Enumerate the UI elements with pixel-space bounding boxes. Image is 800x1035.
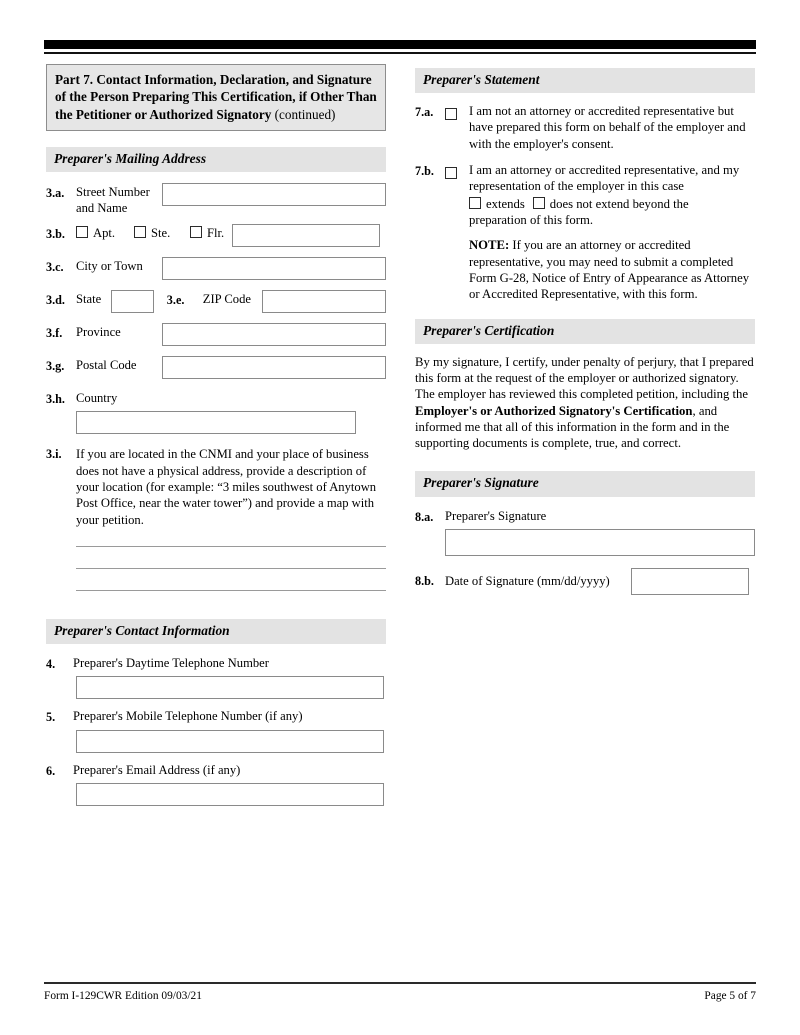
date-of-signature-input[interactable] bbox=[631, 568, 749, 595]
right-column bbox=[415, 68, 755, 595]
field-label-state: State bbox=[76, 292, 102, 307]
apt-label: Apt. bbox=[93, 226, 116, 241]
field-row-mobile-phone-label bbox=[46, 707, 386, 725]
section-header-mailing-address: Preparer's Mailing Address bbox=[46, 147, 386, 172]
signature-field-wrap bbox=[445, 529, 755, 556]
field-row-email-label bbox=[46, 761, 386, 779]
statement-7b-sub-checkboxes bbox=[469, 196, 755, 212]
extends-checkbox[interactable] bbox=[469, 197, 481, 209]
field-label-street-line2: and Name bbox=[76, 200, 128, 215]
section-header-certification: Preparer's Certification bbox=[415, 319, 755, 344]
province-input[interactable] bbox=[162, 323, 386, 346]
field-number-6: 6. bbox=[46, 763, 56, 778]
flr-checkbox[interactable] bbox=[190, 226, 202, 238]
certification-text-part1: By my signature, I certify, under penalty of perjury, that I prepared this form at the request of the employer or authorized signatory. The employer has reviewed this completed petition, including the bbox=[415, 354, 754, 402]
footer-page-number: Page 5 of 7 bbox=[704, 990, 756, 1002]
field-label-postal-code: Postal Code bbox=[76, 358, 137, 373]
field-number-3a: 3.a. bbox=[46, 186, 65, 201]
country-field-wrap bbox=[76, 411, 386, 434]
part-7-title-box bbox=[46, 64, 386, 131]
state-input[interactable] bbox=[111, 290, 154, 313]
field-label-date-of-signature: Date of Signature (mm/dd/yyyy) bbox=[445, 573, 610, 588]
certification-paragraph bbox=[415, 354, 755, 452]
field-number-3f: 3.f. bbox=[46, 326, 63, 341]
field-label-street bbox=[76, 183, 162, 216]
field-number-8b: 8.b. bbox=[415, 573, 434, 588]
left-column bbox=[46, 64, 386, 806]
statement-7a-checkbox-wrap bbox=[445, 103, 469, 124]
field-number-3b: 3.b. bbox=[46, 227, 65, 242]
note-text: If you are an attorney or accredited representative, you may need to submit a completed Form G-28, Notice of Entry of Appearance as Attorney or Accredited Representative, with this form. bbox=[469, 238, 750, 302]
street-input[interactable] bbox=[162, 183, 386, 206]
field-row-unit-type bbox=[46, 224, 386, 247]
zip-input[interactable] bbox=[262, 290, 386, 313]
statement-7a-text: I am not an attorney or accredited representative but have prepared this form on behalf of the employer and with the employer's consent. bbox=[469, 104, 746, 151]
field-label-country: Country bbox=[76, 391, 118, 406]
mobile-phone-field-wrap bbox=[76, 730, 386, 753]
daytime-phone-field-wrap bbox=[76, 676, 386, 699]
field-label-daytime-phone: Preparer's Daytime Telephone Number bbox=[73, 656, 269, 671]
cnmi-write-in-line-1[interactable] bbox=[76, 546, 386, 547]
field-row-date-of-signature bbox=[415, 568, 755, 595]
city-input[interactable] bbox=[162, 257, 386, 280]
does-not-extend-label: does not extend beyond the bbox=[549, 196, 689, 211]
certification-text-bold: Employer's or Authorized Signatory's Certification bbox=[415, 403, 693, 418]
certification-text-part2: , and informed me that all of this information in the form and in the supporting documents is complete, true, and correct. bbox=[415, 403, 730, 451]
field-number-8a: 8.a. bbox=[415, 509, 434, 524]
field-number-5: 5. bbox=[46, 710, 56, 725]
field-label-signature: Preparer's Signature bbox=[445, 508, 547, 523]
apt-checkbox[interactable] bbox=[76, 226, 88, 238]
note-label: NOTE: bbox=[469, 238, 510, 253]
statement-7b-checkbox[interactable] bbox=[445, 167, 457, 179]
statement-7b-text-tail: preparation of this form. bbox=[469, 212, 594, 227]
statement-item-7a bbox=[415, 103, 755, 152]
statement-7a-checkbox[interactable] bbox=[445, 108, 457, 120]
field-row-province bbox=[46, 323, 386, 346]
footer-form-id: Form I-129CWR Edition 09/03/21 bbox=[44, 990, 202, 1002]
mobile-phone-input[interactable] bbox=[76, 730, 384, 753]
section-header-contact-information: Preparer's Contact Information bbox=[46, 619, 386, 644]
part-7-continued-label: (continued) bbox=[271, 106, 336, 122]
field-row-city bbox=[46, 257, 386, 280]
field-label-mobile-phone: Preparer's Mobile Telephone Number (if any) bbox=[73, 709, 303, 724]
field-number-3e: 3.e. bbox=[166, 293, 185, 308]
field-number-7a: 7.a. bbox=[415, 105, 434, 120]
cnmi-write-in-lines bbox=[76, 546, 386, 591]
field-number-3c: 3.c. bbox=[46, 260, 64, 275]
field-label-street-line1: Street Number bbox=[76, 185, 150, 200]
flr-label: Flr. bbox=[207, 226, 225, 241]
field-number-3g: 3.g. bbox=[46, 359, 65, 374]
field-number-7b: 7.b. bbox=[415, 164, 434, 179]
field-row-signature-label bbox=[415, 507, 755, 525]
field-label-zip: ZIP Code bbox=[202, 292, 251, 307]
field-row-state-zip bbox=[46, 290, 386, 313]
cnmi-write-in-line-3[interactable] bbox=[76, 590, 386, 591]
page-top-rule-thick bbox=[44, 40, 756, 49]
field-number-3i: 3.i. bbox=[46, 447, 62, 462]
field-label-province: Province bbox=[76, 325, 121, 340]
field-row-cnmi bbox=[46, 444, 386, 528]
field-number-3d: 3.d. bbox=[46, 293, 65, 308]
field-row-country-label bbox=[46, 389, 386, 407]
statement-item-7b bbox=[415, 162, 755, 228]
statement-7b-checkbox-wrap bbox=[445, 162, 469, 183]
email-field-wrap bbox=[76, 783, 386, 806]
does-not-extend-checkbox[interactable] bbox=[533, 197, 545, 209]
ste-checkbox[interactable] bbox=[134, 226, 146, 238]
ste-checkbox-wrap bbox=[134, 224, 190, 241]
field-number-4: 4. bbox=[46, 657, 56, 672]
statement-7b-text-lead: I am an attorney or accredited representative, and my representation of the employer in this case bbox=[469, 163, 740, 194]
field-row-daytime-phone-label bbox=[46, 654, 386, 672]
statement-note bbox=[469, 237, 755, 302]
section-header-signature: Preparer's Signature bbox=[415, 471, 755, 496]
cnmi-write-in-line-2[interactable] bbox=[76, 568, 386, 569]
field-row-postal-code bbox=[46, 356, 386, 379]
page-top-rule-thin bbox=[44, 52, 756, 54]
email-input[interactable] bbox=[76, 783, 384, 806]
signature-input[interactable] bbox=[445, 529, 755, 556]
field-number-3h: 3.h. bbox=[46, 392, 65, 407]
field-label-city: City or Town bbox=[76, 259, 143, 274]
ste-label: Ste. bbox=[151, 226, 171, 241]
daytime-phone-input[interactable] bbox=[76, 676, 384, 699]
field-row-street bbox=[46, 183, 386, 216]
section-header-statement: Preparer's Statement bbox=[415, 68, 755, 93]
unit-number-input[interactable] bbox=[232, 224, 380, 247]
page-footer bbox=[44, 990, 756, 1002]
footer-rule bbox=[44, 982, 756, 984]
statement-7b-body bbox=[469, 162, 755, 228]
cnmi-instruction-text: If you are located in the CNMI and your place of business does not have a physical address, provide a description of your location (for example: “3 miles southwest of Anytown Post Office, near the water tower”) and provide a map with your petition. bbox=[76, 447, 377, 527]
field-label-email: Preparer's Email Address (if any) bbox=[73, 762, 241, 777]
extends-label: extends bbox=[486, 196, 525, 211]
postal-code-input[interactable] bbox=[162, 356, 386, 379]
country-input[interactable] bbox=[76, 411, 356, 434]
part-7-title-text: Part 7. Contact Information, Declaration, and Signature of the Person Preparing This Certification, if Other Than the Petitioner or Authorized Signatory bbox=[55, 72, 377, 122]
